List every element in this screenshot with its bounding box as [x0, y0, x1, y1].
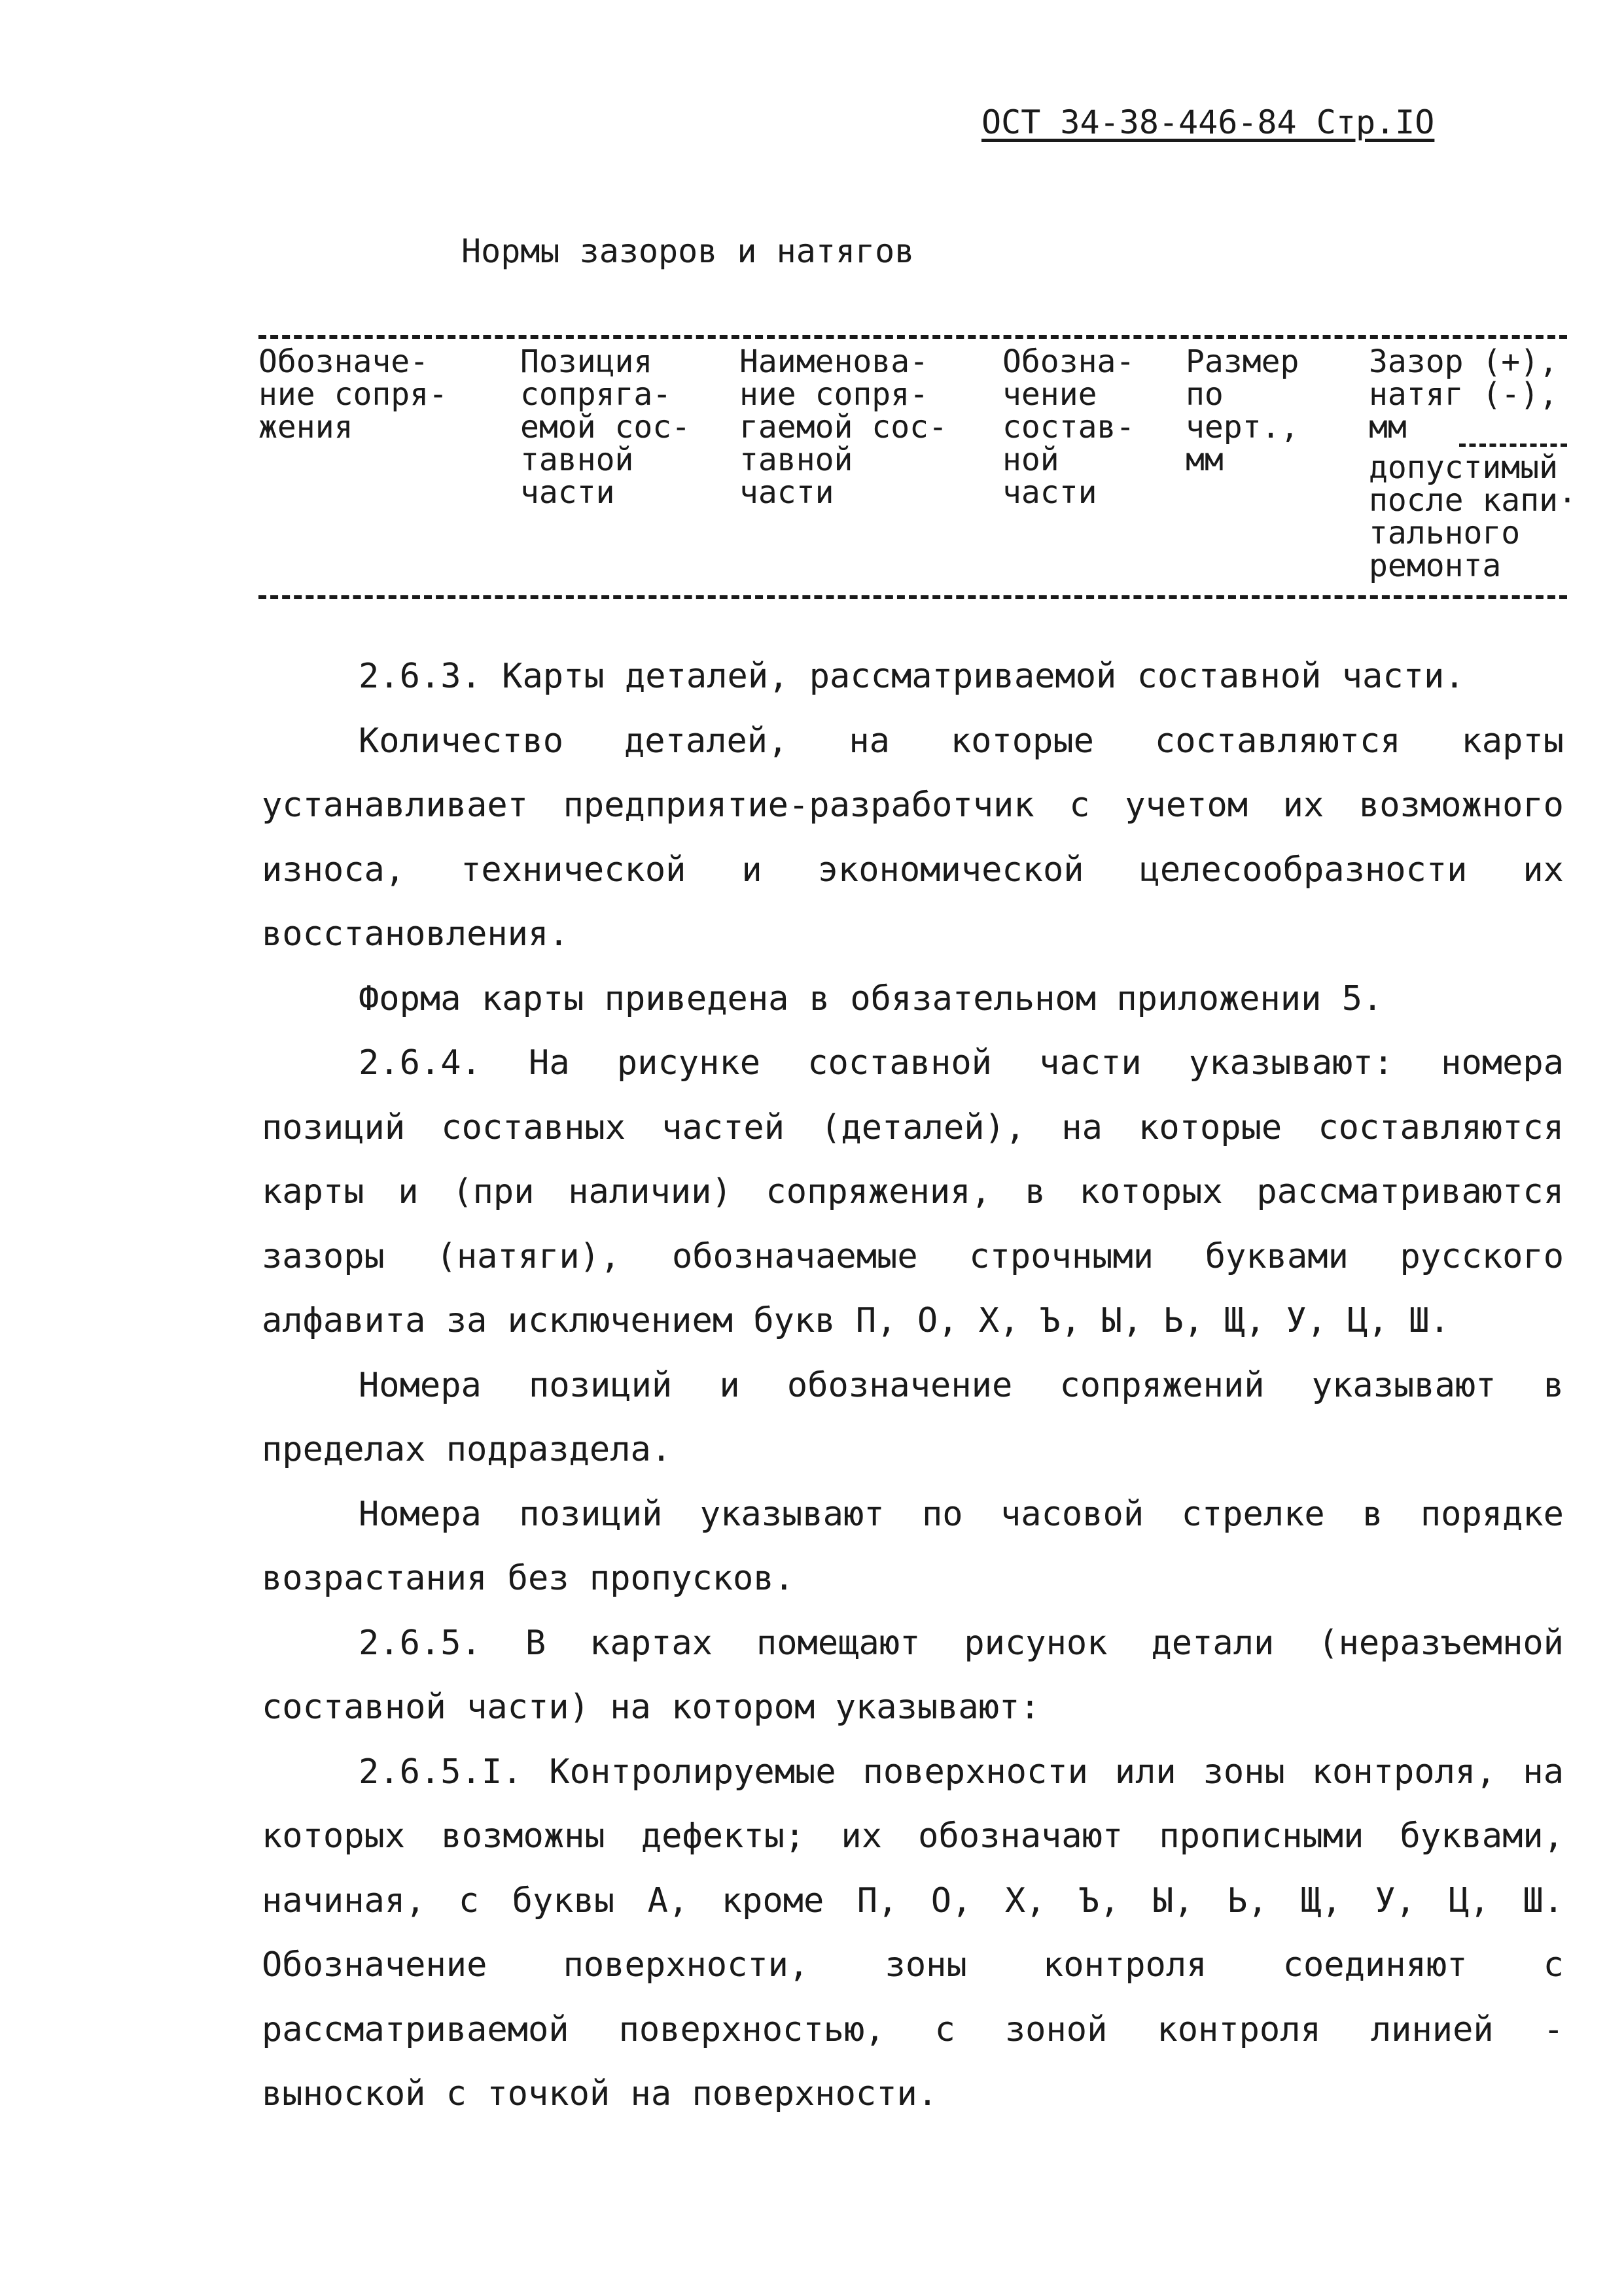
subcolumn-divider — [1459, 444, 1567, 447]
table-bottom-rule — [258, 595, 1567, 599]
table-title: Нормы зазоров и натягов — [461, 232, 915, 270]
subcolumn-header-permissible: допустимый после капи· тального ремонта — [1369, 449, 1577, 584]
column-header-drawing-size: Размер по черт., мм — [1186, 343, 1299, 478]
paragraph: Форма карты приведена в обязательном приложении 5. — [359, 979, 1383, 1018]
column-header-part-name: Наименова- ние сопря- гаемой сос- тавной части — [739, 343, 947, 511]
column-header-mating-designation: Обозначе- ние сопря- жения — [258, 343, 448, 445]
paragraph: 2.6.5.I. Контролируемые поверхности или зоны контроля, на которых возможны дефекты; их обозначают прописными буквами, начиная, с буквы А, кроме П, О, Х, Ъ, Ы, Ь, Щ, У, Ц, Ш. Обозначение поверхности, зоны контроля соединяют с рассматриваемой поверхностью, с зоной контроля линией - выноской с точкой на поверхности. — [262, 1752, 1564, 2113]
paragraph: Количество деталей, на которые составляются карты устанавливает предприятие-разработчик с учетом их возможного износа, технической и экономической целесообразности их восстановления. — [262, 721, 1564, 954]
table-top-rule — [258, 335, 1567, 339]
column-header-position: Позиция сопряга- емой сос- тавной части — [520, 343, 691, 511]
column-header-part-designation: Обозна- чение состав- ной части — [1002, 343, 1135, 511]
paragraph: 2.6.3. Карты деталей, рассматриваемой составной части. — [359, 657, 1465, 696]
paragraph: 2.6.4. На рисунке составной части указывают: номера позиций составных частей (деталей), на которые составляются карты и (при наличии) сопряжения, в которых рассматриваются зазоры (натяги), обозначаемые строчными буквами русского алфавита за исключением букв П, О, Х, Ъ, Ы, Ь, Щ, У, Ц, Ш. — [262, 1043, 1564, 1340]
paragraph: 2.6.5. В картах помещают рисунок детали (неразъемной составной части) на котором указывают: — [262, 1623, 1564, 1727]
paragraph: Номера позиций и обозначение сопряжений указывают в пределах подраздела. — [262, 1365, 1564, 1469]
document-reference: ОСТ 34-38-446-84 Стр.IO — [981, 103, 1435, 141]
column-header-clearance-interference: Зазор (+), натяг (-), мм — [1369, 343, 1558, 445]
paragraph: Номера позиций указывают по часовой стрелке в порядке возрастания без пропусков. — [262, 1494, 1564, 1598]
body-text — [262, 644, 1564, 2127]
